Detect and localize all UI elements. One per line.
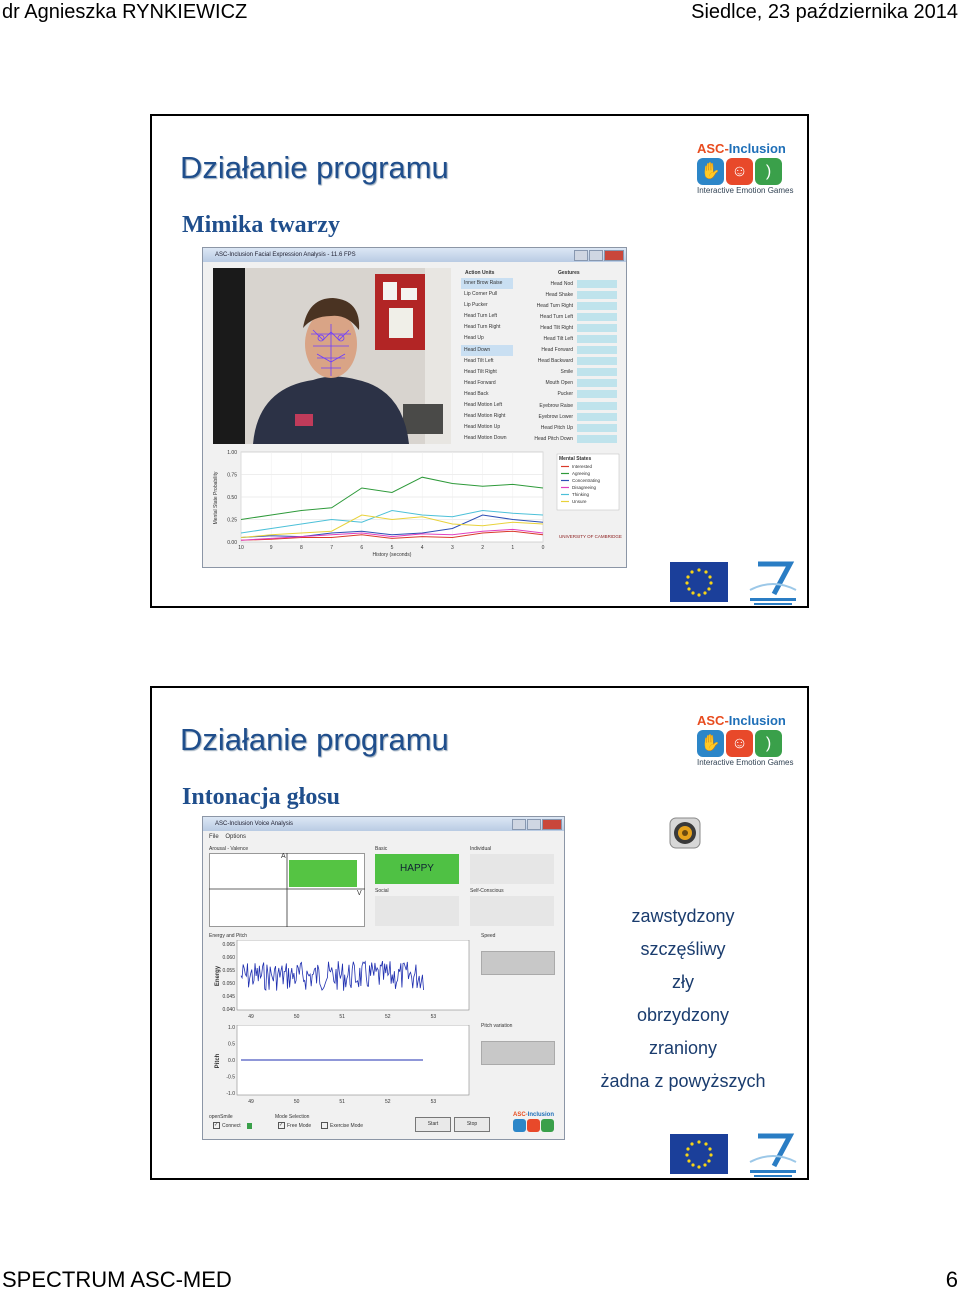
energy-tick-label: 0.055 [222,968,235,974]
social-display [375,896,459,926]
exercise-mode-checkbox[interactable]: Exercise Mode [321,1122,363,1129]
action-unit-item: Head Motion Up [464,424,501,431]
pitch-axis-label: Pitch [215,1053,221,1069]
legend-title: Mental States [559,456,592,462]
y-tick-label: 0.75 [227,472,237,479]
asc-inclusion-logo: ASC-Inclusion ✋ ☺ ) Interactive Emotion Games [697,713,794,767]
pitch-tick-label: -0.5 [226,1074,235,1081]
x-tick-label: 2 [481,545,484,551]
eu-flag-icon [670,562,728,602]
action-unit-item: Head Motion Right [464,413,506,420]
eu-flag-icon [670,1134,728,1174]
action-unit-item: Head Turn Left [464,313,498,320]
pitch-chart [209,1025,471,1107]
self-conscious-display [470,896,554,926]
gesture-item: Head Backward [523,356,621,367]
action-unit-item: Head Down [461,345,513,356]
mental-state-chart [207,448,625,564]
gesture-bar [577,302,617,310]
start-button[interactable]: Start [415,1117,451,1132]
gesture-item: Head Tilt Left [523,333,621,344]
y-tick-label: 0.25 [227,517,237,524]
gesture-item: Head Pitch Up [523,422,621,433]
gesture-bar [577,402,617,410]
energy-axis-label: Energy [215,965,221,987]
gesture-item: Eyebrow Raise [523,400,621,411]
x-tick-label: 5 [390,545,394,551]
camera-view [213,268,451,444]
gesture-item: Head Turn Left [523,311,621,322]
opensmile-label: openSmile [209,1114,233,1120]
pitch-x-tick-label: 50 [293,1099,300,1105]
mode-selection-label: Mode Selection [275,1114,310,1120]
gesture-item: Eyebrow Lower [523,411,621,422]
x-tick-label: 8 [300,545,303,551]
window-titlebar: ASC-Inclusion Facial Expression Analysis - 11.6 FPS [203,248,626,262]
legend-entry: Interested [572,464,593,469]
sound-icon: ) [755,158,782,185]
energy-tick-label: 0.065 [222,942,235,948]
fp7-logo-icon [746,560,800,606]
self-conscious-label: Self-Conscious [470,888,504,894]
smiley-icon: ☺ [726,730,753,757]
free-mode-checkbox[interactable]: ✓ Free Mode [279,1122,312,1129]
gesture-bar [577,368,617,376]
facial-analysis-window [202,247,627,568]
energy-tick-label: 0.050 [222,981,235,987]
pitch-tick-label: 0.5 [228,1041,235,1048]
option-none[interactable]: żadna z powyższych [600,1071,766,1091]
gesture-item: Smile [523,367,621,378]
university-label: UNIVERSITY OF CAMBRIDGE [559,534,622,539]
gesture-item: Head Pitch Down [523,433,621,444]
basic-label: Basic [375,846,388,852]
pitch-variation-label: Pitch variation [481,1023,513,1029]
gesture-bar [577,313,617,321]
slide-title: Działanie programu [180,150,449,185]
option-happy[interactable]: szczęśliwy [640,939,726,959]
energy-x-tick-label: 53 [430,1014,437,1020]
gesture-item: Pucker [523,389,621,400]
axis-v-label: V [357,890,362,897]
slide-title: Działanie programu [180,722,449,757]
gesture-bar [577,424,617,432]
connect-checkbox[interactable]: ✓ Connect [213,1122,252,1129]
arousal-valence-plot [209,853,365,927]
gesture-item: Mouth Open [523,378,621,389]
x-tick-label: 0 [541,545,545,551]
option-hurt[interactable]: zraniony [648,1038,718,1058]
footer-page-number: 6 [945,1267,958,1292]
header-author: dr Agnieszka RYNKIEWICZ [2,1,248,23]
axis-a-label: A [281,853,286,860]
gesture-bar [577,324,617,332]
pitch-variation-meter [481,1041,555,1065]
gestures-header: Gestures [558,270,580,276]
minimize-button[interactable] [574,250,588,261]
x-tick-label: 1 [511,545,515,551]
hand-icon: ✋ [697,730,724,757]
x-tick-label: 7 [330,545,333,551]
action-units-header: Action Units [465,270,495,276]
action-unit-item: Head Up [464,335,484,342]
gesture-bar [577,335,617,343]
energy-x-tick-label: 50 [293,1014,300,1020]
action-unit-item: Inner Brow Raise [461,278,513,289]
action-unit-item: Lip Corner Pull [464,291,498,298]
legend-entry: Agreeing [572,471,591,476]
gesture-item: Head Forward [523,345,621,356]
gesture-item: Head Tilt Right [523,322,621,333]
gesture-bar [577,346,617,354]
x-tick-label: 6 [360,545,364,551]
slide-subtitle: Mimika twarzy [182,212,340,238]
window-titlebar: ASC-Inclusion Voice Analysis [203,817,564,831]
x-axis-label: History (seconds) [372,552,412,558]
maximize-button[interactable] [527,819,541,830]
pitch-tick-label: 0.0 [228,1058,235,1064]
speed-meter [481,951,555,975]
gesture-item: Head Nod [523,278,621,289]
gesture-bar [577,435,617,443]
energy-chart [209,940,471,1024]
arousal-valence-label: Arousal - Valence [209,846,249,852]
gesture-bar [577,280,617,288]
gesture-item: Head Turn Right [523,300,621,311]
individual-display [470,854,554,884]
hand-icon: ✋ [697,158,724,185]
slide-subtitle: Intonacja głosu [182,784,341,810]
pitch-x-tick-label: 52 [385,1099,391,1105]
y-tick-label: 0.50 [227,495,237,501]
gesture-bar [577,291,617,299]
option-disgusted[interactable]: obrzydzony [636,1005,730,1025]
energy-x-tick-label: 49 [248,1014,254,1020]
action-unit-item: Head Back [464,390,489,397]
fp7-logo-icon [746,1132,800,1178]
pitch-tick-label: -1.0 [226,1091,235,1097]
menu-file[interactable]: File [209,834,219,840]
pitch-x-tick-label: 53 [430,1099,437,1105]
gesture-bar [577,379,617,387]
legend-entry: Thinking [572,492,590,497]
asc-inclusion-logo: ASC-Inclusion ✋ ☺ ) Interactive Emotion Games [697,141,794,195]
action-unit-item: Head Tilt Right [464,368,497,375]
individual-label: Individual [470,846,492,852]
gestures-list [523,278,621,444]
pitch-x-tick-label: 49 [248,1099,254,1105]
gesture-bar [577,390,617,398]
legend-entry: Disagreeing [572,485,597,490]
footer-project: SPECTRUM ASC-MED [2,1267,232,1292]
energy-pitch-label: Energy and Pitch [209,933,248,939]
emotion-options [582,900,784,1098]
energy-tick-label: 0.045 [222,994,235,1000]
energy-tick-label: 0.060 [222,955,235,961]
gesture-bar [577,413,617,421]
smiley-icon: ☺ [726,158,753,185]
asc-inclusion-small-logo: ASC-Inclusion [513,1112,561,1132]
stop-button[interactable]: Stop [454,1117,490,1132]
minimize-button[interactable] [512,819,526,830]
sound-icon: ) [755,730,782,757]
action-unit-item: Head Forward [464,379,496,386]
maximize-button[interactable] [589,250,603,261]
slide-voice [150,686,809,1180]
voice-analysis-window [202,816,565,1140]
option-ashamed[interactable]: zawstydzony [631,906,735,926]
legend-entry: Concentrating [572,478,601,483]
energy-x-tick-label: 51 [339,1014,345,1020]
legend-entry: Unsure [572,499,587,504]
action-unit-item: Head Motion Down [464,435,507,442]
speaker-icon[interactable] [668,816,702,850]
menu-options[interactable]: Options [225,834,247,840]
y-tick-label: 1.00 [227,450,237,456]
pitch-tick-label: 1.0 [228,1025,235,1031]
basic-emotion-display: HAPPY [375,854,459,884]
gesture-bar [577,357,617,365]
close-button[interactable] [604,250,624,261]
option-angry[interactable]: zły [672,972,694,992]
y-axis-label: Mental State Probability [213,471,219,525]
speed-label: Speed [481,933,496,939]
close-button[interactable] [542,819,562,830]
social-label: Social [375,888,389,894]
x-tick-label: 10 [238,545,244,551]
header-place-date: Siedlce, 23 października 2014 [691,1,958,23]
action-unit-item: Head Motion Left [464,402,503,409]
x-tick-label: 3 [451,545,454,551]
action-unit-item: Head Turn Right [464,324,501,331]
slide-facial [150,114,809,608]
energy-tick-label: 0.040 [222,1007,235,1013]
energy-x-tick-label: 52 [385,1014,391,1020]
action-unit-item: Head Tilt Left [464,357,494,364]
x-tick-label: 4 [420,545,424,551]
action-unit-item: Lip Pucker [464,302,488,309]
y-tick-label: 0.00 [227,540,237,546]
action-units-list [461,278,513,444]
x-tick-label: 9 [269,545,273,551]
pitch-x-tick-label: 51 [339,1099,345,1105]
gesture-item: Head Shake [523,289,621,300]
